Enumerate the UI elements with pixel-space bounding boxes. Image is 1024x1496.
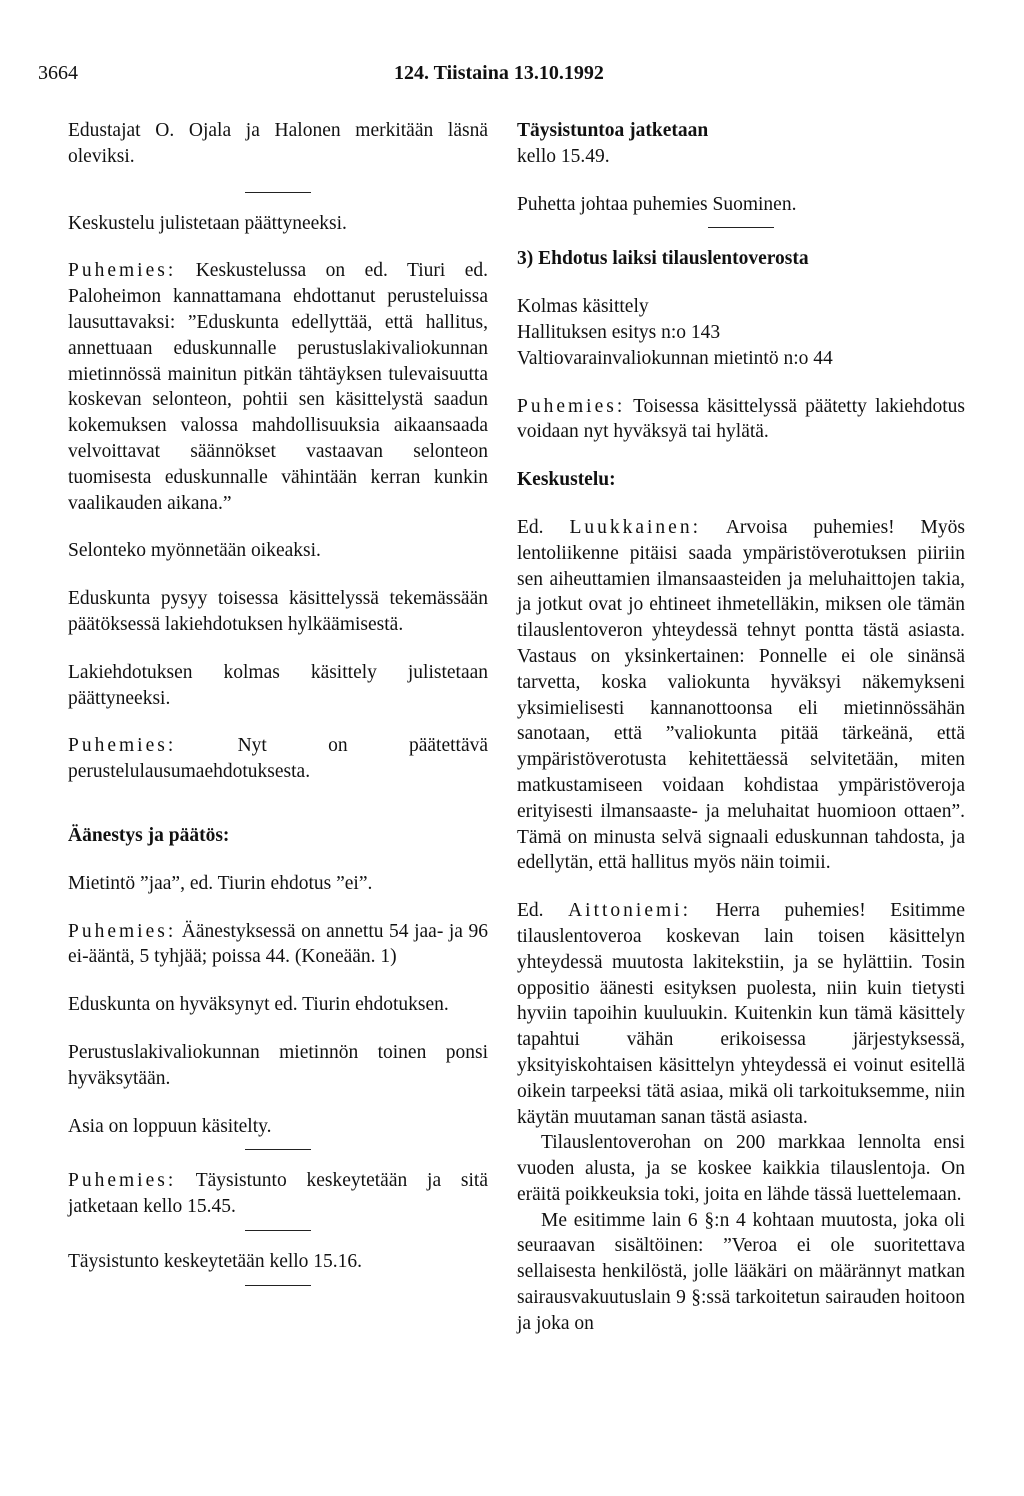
left-column [68, 118, 488, 1304]
speaker-prefix: Ed. [517, 900, 544, 922]
speaker-label: Puhemies: [68, 260, 177, 282]
speaker-label: Puhemies: [68, 1170, 177, 1192]
speech-paragraph [68, 258, 488, 516]
paragraph: Edustajat O. Ojala ja Halonen merkitään läsnä oleviksi. [68, 120, 488, 167]
resume-time: kello 15.49. [517, 145, 610, 167]
agenda-item-heading: 3) Ehdotus laiksi tilauslentoverosta [517, 248, 809, 270]
paragraph: Asia on loppuun käsitelty. [68, 1115, 272, 1137]
divider [245, 1149, 311, 1150]
speech-text: Toisessa käsittelyssä päätetty lakiehdotus voidaan nyt hyväksyä tai hylätä. [517, 395, 965, 443]
resume-heading: Täysistuntoa jatketaan [517, 120, 709, 141]
right-column [517, 118, 965, 1337]
paragraph: Me esitimme lain 6 §:n 4 kohtaan muutosta, joka oli seuraavan sisältöinen: ”Veroa ei ole suoritettava sellaisesta henkilöstä, jolle lääkäri on määrännyt matkan sairausvakuutuslain 9 §:ssä tarkoitetun sairauden hoitoon ja joka on [517, 1209, 965, 1334]
divider [245, 1230, 311, 1231]
agenda-line: Valtiovarainvaliokunnan mietintö n:o 44 [517, 347, 833, 369]
paragraph: Täysistunto keskeytetään kello 15.16. [68, 1250, 363, 1272]
paragraph: Tilauslentoverohan on 200 markkaa lennolta ensi vuoden alusta, ja se koskee kaikkia tilauslentoja. On eräitä poikkeuksia toki, joita en lähde tässä luettelemaan. [517, 1132, 965, 1205]
speech-text: Nyt on päätettävä perustelulausumaehdotuksesta. [68, 735, 489, 783]
speech-paragraph [68, 919, 488, 971]
speaker-label: Puhemies: [68, 920, 177, 942]
divider [245, 192, 311, 193]
speech-text: Herra puhemies! Esitimme tilauslentoveroa koskevan lain toisen käsittelyn yhteydessä muutosta lakitekstiin, ja se hylättiin. Tosin oppositio äänesti esityksen puolesta, niin kuin tietysti hyviin tapoihin kuuluukin. Kuitenkin kun tämä käsittely tapahtui vähän erikoisessa järjestyksessä, yksityiskohtaisen käsittelyn yhteydessä ei voinut esitellä oikein tarpeeksi tätä asiaa, mikä oli tarkoituksemme, niin käytän muutaman sanan tästä asiasta. [517, 900, 965, 1128]
speech-paragraph [517, 898, 965, 1130]
paragraph: Perustuslakivaliokunnan mietinnön toinen ponsi hyväksytään. [68, 1041, 488, 1089]
speaker-label: Puhemies: [68, 735, 177, 757]
agenda-line: Hallituksen esitys n:o 143 [517, 321, 721, 343]
speech-paragraph [517, 394, 965, 446]
speaker-name: Aittoniemi: [568, 900, 692, 922]
speech-paragraph [517, 515, 965, 876]
speech-paragraph [68, 733, 488, 785]
paragraph: Selonteko myönnetään oikeaksi. [68, 540, 321, 562]
paragraph: Lakiehdotuksen kolmas käsittely julistetaan päättyneeksi. [68, 661, 488, 709]
speech-text: Keskustelussa on ed. Tiuri ed. Paloheimon kannattamana ehdottanut perusteluissa lausuttavaksi: ”Eduskunta edellyttää, että hallitus, annettuaan eduskunnalle perustuslakivaliokunnan mietinnössä mainitun pitkän tähtäyksen tulevaisuutta koskevan selonteon, pohtii sen käsittelystä saadun kokemuksen valossa mahdollisuuksia aikaansaada velvoittavat säännökset vastaavan selonteon tuomisesta eduskunnalle vähintään kerran kunkin vaalikauden aikana.” [68, 260, 489, 514]
paragraph: Eduskunta on hyväksynyt ed. Tiurin ehdotuksen. [68, 994, 449, 1016]
speech-text: Äänestyksessä on annettu 54 jaa- ja 96 ei-ääntä, 5 tyhjää; poissa 44. (Koneään. 1) [68, 920, 488, 968]
speech-text: Arvoisa puhemies! Myös lentoliikenne pitäisi saada ympäristöverotuksen piiriin sen aiheuttamien ilmansaasteiden ja meluhaittojen takia, ja jotkut ovat jo ehtineet ihmetelläkin, miksen ole tämän tilauslentoveron yhteydessä tehnyt pontta tästä asiasta. Vastaus on yksinkertainen: Ponnelle ei ole sinänsä tarvetta, koska valiokunta hyväksyi näkemykseni yksimielisesti kannanottoonsa eli mietinnössähän sanotaan, että ”valiokunta pitää tärkeänä, että ympäristöverotusta kehitettäessä selvitetään, miten matkustamiseen voidaan kohdistaa ympäristöveroja erityisesti ilmansaaste- ja meluhaitat huomioon ottaen”. Tämä on minusta selvä signaali eduskunnan tahdosta, ja edellytän, että hallitus myös näin toimii. [517, 516, 965, 874]
page-number: 3664 [38, 62, 78, 84]
chair-line: Puhetta johtaa puhemies Suominen. [517, 193, 797, 215]
speaker-prefix: Ed. [517, 516, 544, 538]
debate-heading: Keskustelu: [517, 469, 616, 491]
divider [245, 1285, 311, 1286]
paragraph: Mietintö ”jaa”, ed. Tiurin ehdotus ”ei”. [68, 872, 373, 894]
speaker-label: Puhemies: [517, 395, 626, 417]
agenda-line: Kolmas käsittely [517, 296, 649, 318]
session-header: 124. Tiistaina 13.10.1992 [394, 62, 604, 84]
paragraph: Keskustelu julistetaan päättyneeksi. [68, 212, 347, 234]
speaker-name: Luukkainen: [569, 516, 701, 538]
vote-heading: Äänestys ja päätös: [68, 824, 230, 846]
speech-paragraph [68, 1168, 488, 1220]
divider [708, 227, 774, 228]
speech-text: Täysistunto keskeytetään ja sitä jatketaan kello 15.45. [68, 1170, 488, 1218]
paragraph: Eduskunta pysyy toisessa käsittelyssä tekemässään päätöksessä lakiehdotuksen hylkäämisestä. [68, 588, 488, 635]
